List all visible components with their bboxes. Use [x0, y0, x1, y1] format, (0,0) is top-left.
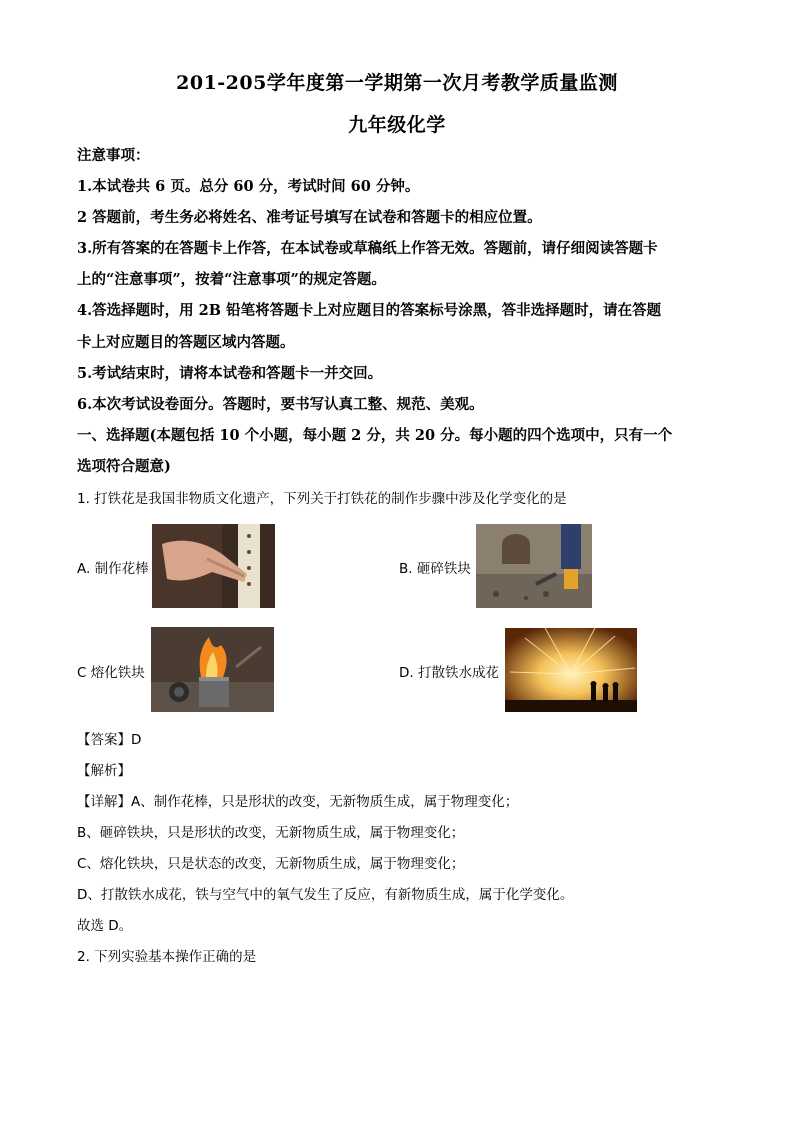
subject-title: 九年级化学 [348, 114, 446, 136]
option-d-label: D. 打散铁水成花 [399, 665, 499, 681]
question-1-stem: 1. 打铁花是我国非物质文化遗产，下列关于打铁花的制作步骤中涉及化学变化的是 [77, 491, 567, 507]
notice-item-5: 5.考试结束时，请将本试卷和答题卡一并交回。 [77, 365, 383, 382]
option-a-label: A. 制作花棒 [77, 561, 149, 577]
notice-item-4-cont: 卡上对应题目的答题区域内答题。 [77, 334, 295, 351]
notice-heading: 注意事项： [77, 147, 150, 164]
detail-line-1: 【详解】A、制作花棒，只是形状的改变，无新物质生成，属于物理变化； [77, 794, 519, 810]
detail-conclusion: 故选 D。 [77, 918, 133, 934]
detail-line-2: B、砸碎铁块，只是形状的改变，无新物质生成，属于物理变化； [77, 825, 465, 841]
notice-item-1: 1.本试卷共 6 页。总分 60 分，考试时间 60 分钟。 [77, 178, 420, 195]
answer-line: 【答案】D [77, 732, 142, 748]
section-heading-cont: 选项符合题意) [77, 458, 171, 475]
notice-item-3: 3.所有答案的在答题卡上作答，在本试卷或草稿纸上作答无效。答题前，请仔细阅读答题卡 [77, 240, 658, 257]
question-2-stem: 2. 下列实验基本操作正确的是 [77, 949, 257, 965]
notice-item-2: 2 答题前，考生务必将姓名、准考证号填写在试卷和答题卡的相应位置。 [77, 209, 542, 226]
option-b-image [476, 524, 592, 608]
detail-line-4: D、打散铁水成花，铁与空气中的氧气发生了反应，有新物质生成，属于化学变化。 [77, 887, 574, 903]
analysis-label: 【解析】 [77, 763, 131, 779]
option-a-image [152, 524, 275, 608]
notice-item-4: 4.答选择题时，用 2B 铅笔将答题卡上对应题目的答案标号涂黑，答非选择题时，请在答题 [77, 302, 662, 319]
option-c-label: C 熔化铁块 [77, 665, 145, 681]
option-b-label: B. 砸碎铁块 [399, 561, 471, 577]
notice-item-3-cont: 上的“注意事项”，按着“注意事项”的规定答题。 [77, 271, 386, 288]
option-d-image [505, 628, 637, 712]
option-c-image [151, 627, 274, 712]
exam-title: 201-205学年度第一学期第一次月考教学质量监测 [176, 72, 618, 94]
detail-line-3: C、熔化铁块，只是状态的改变，无新物质生成，属于物理变化； [77, 856, 465, 872]
section-heading: 一、选择题(本题包括 10 个小题，每小题 2 分，共 20 分。每小题的四个选项中，只有一个 [77, 427, 673, 444]
notice-item-6: 6.本次考试设卷面分。答题时，要书写认真工整、规范、美观。 [77, 396, 484, 413]
